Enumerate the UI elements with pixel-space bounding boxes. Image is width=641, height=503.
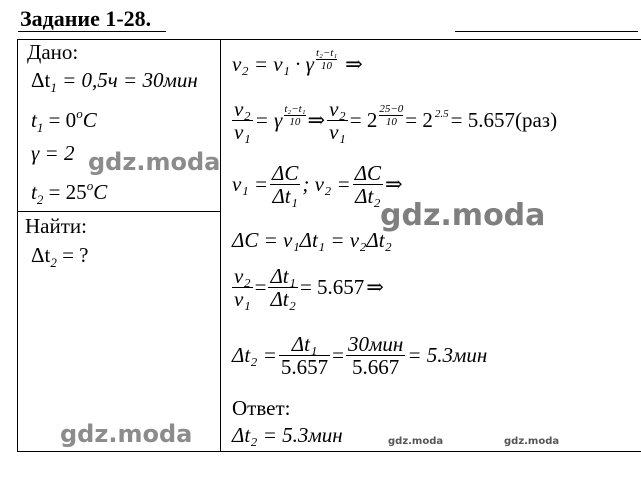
table-column-divider [220, 39, 221, 452]
watermark-logo: gdz.moda [504, 436, 560, 447]
table-left-border [17, 39, 18, 452]
table-bottom-border [17, 451, 641, 452]
given-t1: $t_1 = 0^oC$ [31, 106, 97, 135]
find-dt2: $\Delta t_2$ = ? [31, 243, 89, 270]
watermark-logo: gdz.moda [60, 420, 193, 448]
watermark-logo: gdz.moda [388, 436, 444, 447]
top-right-rule [455, 31, 638, 32]
answer-header: Ответ: [232, 396, 291, 420]
answer-value: Δt₂ = 5.3мин [232, 423, 343, 447]
title-underline [18, 31, 166, 32]
watermark-logo: gdz.moda [88, 148, 221, 176]
given-header: Дано: [27, 40, 79, 64]
solution-line-3: v₁ = $\frac{\Delta C}{\text{Δt₁}}$ ; v₂ = $\frac{\Delta C}{\text{Δt₂}}$ ⇒ [232, 161, 403, 208]
watermark-logo: gdz.moda [380, 198, 546, 233]
given-find-divider [17, 211, 221, 212]
solution-line-5: $\frac{\text{v₂}}{\text{v₁}}$ = $\frac{\text{Δt₁}}{\text{Δt₂}}$ = 5.657 ⇒ [234, 264, 384, 311]
exponent-fraction: $\frac{\text{t₂−t₁}}{10}$ [315, 47, 338, 72]
given-dt1: $\Delta t_1 = 0,5ч = 30мин$ [31, 68, 198, 95]
solution-line-4: ΔC = v₁Δt₁ = v₂Δt₂ [232, 228, 392, 252]
task-title: Задание 1-28. [20, 6, 152, 31]
solution-line-6: Δt₂ = $\frac{\text{Δt₁}}{5.657}$ = $\frac{\text{30мин}}{5.667}$ = 5.3мин [232, 332, 488, 379]
solution-line-1: v₂ = v₁ · γ $\frac{\text{t₂−t₁}}{10}$ ⇒ [232, 47, 363, 76]
given-t2: $t_2 = 25^oC$ [31, 178, 108, 207]
find-header: Найти: [25, 214, 87, 238]
table-top-border [17, 39, 641, 40]
solution-line-2: $\frac{\text{v₂}}{\text{v₁}}$ = γ $\frac{\text{t₂−t₁}}{10}$ ⇒ $\frac{\text{v₂}}{\text{v₁}}$ = 2 $\frac{25-0}{10}$ = 2 2.5 = 5.657(раз) [234, 97, 558, 144]
given-gamma: γ = 2 [31, 141, 75, 165]
